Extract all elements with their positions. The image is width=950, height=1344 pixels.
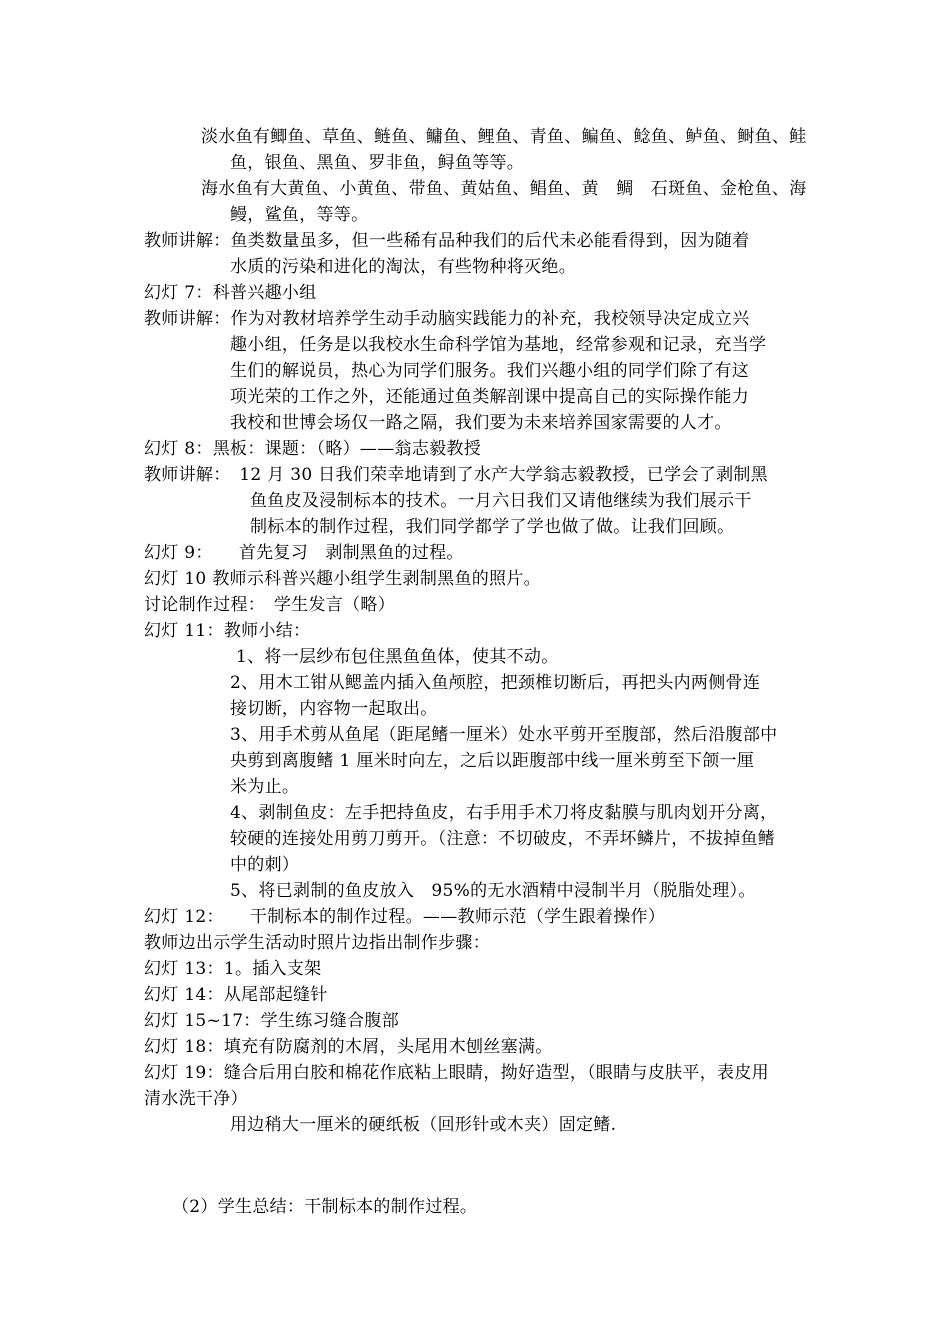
teacher-explanation-3-line-2: 鱼鱼皮及浸制标本的技术。一月六日我们又请他继续为我们展示干 — [250, 491, 752, 511]
teacher-explanation-2-line-4: 项光荣的工作之外，还能通过鱼类解剖课中提高自己的实际操作能力 — [230, 387, 749, 407]
step-2-line-1: 2、用木工钳从鳃盖内插入鱼颅腔，把颈椎切断后，再把头内两侧骨连 — [230, 673, 761, 693]
student-summary-heading: （2）学生总结：干制标本的制作过程。 — [172, 1197, 478, 1217]
teacher-explanation-1-line-1: 教师讲解：鱼类数量虽多，但一些稀有品种我们的后代未必能看得到，因为随着 — [144, 231, 750, 251]
teacher-show-line: 教师边出示学生活动时照片边指出制作步骤： — [144, 933, 490, 953]
step-1: 1、将一层纱布包住黑鱼鱼体，使其不动。 — [236, 647, 559, 667]
sea-fish-line-2: 鳗，鲨鱼，等等。 — [230, 205, 369, 225]
step-3-line-2: 央剪到离腹鳍 1 厘米时向左，之后以距腹部中线一厘米剪至下颌一厘 — [230, 751, 755, 771]
slide-10-heading: 幻灯 10 教师示科普兴趣小组学生剥制黑鱼的照片。 — [144, 569, 541, 589]
slide-7-heading: 幻灯 7：科普兴趣小组 — [144, 283, 317, 303]
teacher-explanation-3-line-1: 教师讲解： 12 月 30 日我们荣幸地请到了水产大学翁志毅教授，已学会了剥制黑 — [144, 465, 768, 485]
step-5: 5、将已剥制的鱼皮放入 95%的无水酒精中浸制半月（脱脂处理）。 — [230, 881, 756, 901]
freshwater-fish-line-2: 鱼，银鱼、黑鱼、罗非鱼，鲟鱼等等。 — [230, 153, 525, 173]
teacher-explanation-2-line-3: 生们的解说员，热心为同学们服务。我们兴趣小组的同学们除了有这 — [230, 361, 749, 381]
discussion-line: 讨论制作过程： 学生发言（略） — [144, 595, 395, 615]
slide-15-17-heading: 幻灯 15~17：学生练习缝合腹部 — [144, 1011, 400, 1031]
slide-8-heading: 幻灯 8：黑板：课题：（略）——翁志毅教授 — [144, 439, 482, 459]
step-3-line-3: 米为止。 — [230, 777, 300, 797]
slide-12-heading: 幻灯 12： 干制标本的制作过程。——教师示范（学生跟着操作） — [144, 907, 666, 927]
sea-fish-line-1: 海水鱼有大黄鱼、小黄鱼、带鱼、黄姑鱼、鲳鱼、黄 鲷 石斑鱼、金枪鱼、海 — [201, 179, 807, 199]
slide-19-line-1: 幻灯 19：缝合后用白胶和棉花作底粘上眼睛，拗好造型，（眼睛与皮肤平，表皮用 — [144, 1063, 769, 1083]
freshwater-fish-line-1: 淡水鱼有鲫鱼、草鱼、鲢鱼、鳙鱼、鲤鱼、青鱼、鳊鱼、鲶鱼、鲈鱼、鲥鱼、鲑 — [201, 127, 807, 147]
slide-18-heading: 幻灯 18：填充有防腐剂的木屑，头尾用木刨丝塞满。 — [144, 1037, 553, 1057]
step-4-line-3: 中的刺） — [230, 855, 300, 875]
slide-9-heading: 幻灯 9： 首先复习 剥制黑鱼的过程。 — [144, 543, 464, 563]
teacher-explanation-3-line-3: 制标本的制作过程，我们同学都学了学也做了做。让我们回顾。 — [250, 517, 735, 537]
slide-11-heading: 幻灯 11：教师小结： — [144, 621, 311, 641]
fix-fin-line: 用边稍大一厘米的硬纸板（回形针或木夹）固定鳍. — [230, 1115, 617, 1135]
teacher-explanation-1-line-2: 水质的污染和进化的淘汰，有些物种将灭绝。 — [230, 257, 576, 277]
slide-19-line-2: 清水洗干净） — [144, 1089, 248, 1109]
step-4-line-2: 较硬的连接处用剪刀剪开。（注意：不切破皮，不弄坏鳞片，不拔掉鱼鳍 — [230, 829, 776, 849]
step-2-line-2: 接切断，内容物一起取出。 — [230, 699, 438, 719]
slide-14-heading: 幻灯 14：从尾部起缝针 — [144, 985, 328, 1005]
step-3-line-1: 3、用手术剪从鱼尾（距尾鳍一厘米）处水平剪开至腹部，然后沿腹部中 — [230, 725, 778, 745]
teacher-explanation-2-line-1: 教师讲解：作为对教材培养学生动手动脑实践能力的补充，我校领导决定成立兴 — [144, 309, 750, 329]
teacher-explanation-2-line-2: 趣小组，任务是以我校水生命科学馆为基地，经常参观和记录，充当学 — [230, 335, 767, 355]
slide-13-heading: 幻灯 13：1。插入支架 — [144, 959, 322, 979]
teacher-explanation-2-line-5: 我校和世博会场仅一路之隔，我们要为未来培养国家需要的人才。 — [230, 413, 732, 433]
step-4-line-1: 4、剥制鱼皮：左手把持鱼皮，右手用手术刀将皮黏膜与肌肉划开分离， — [230, 803, 778, 823]
